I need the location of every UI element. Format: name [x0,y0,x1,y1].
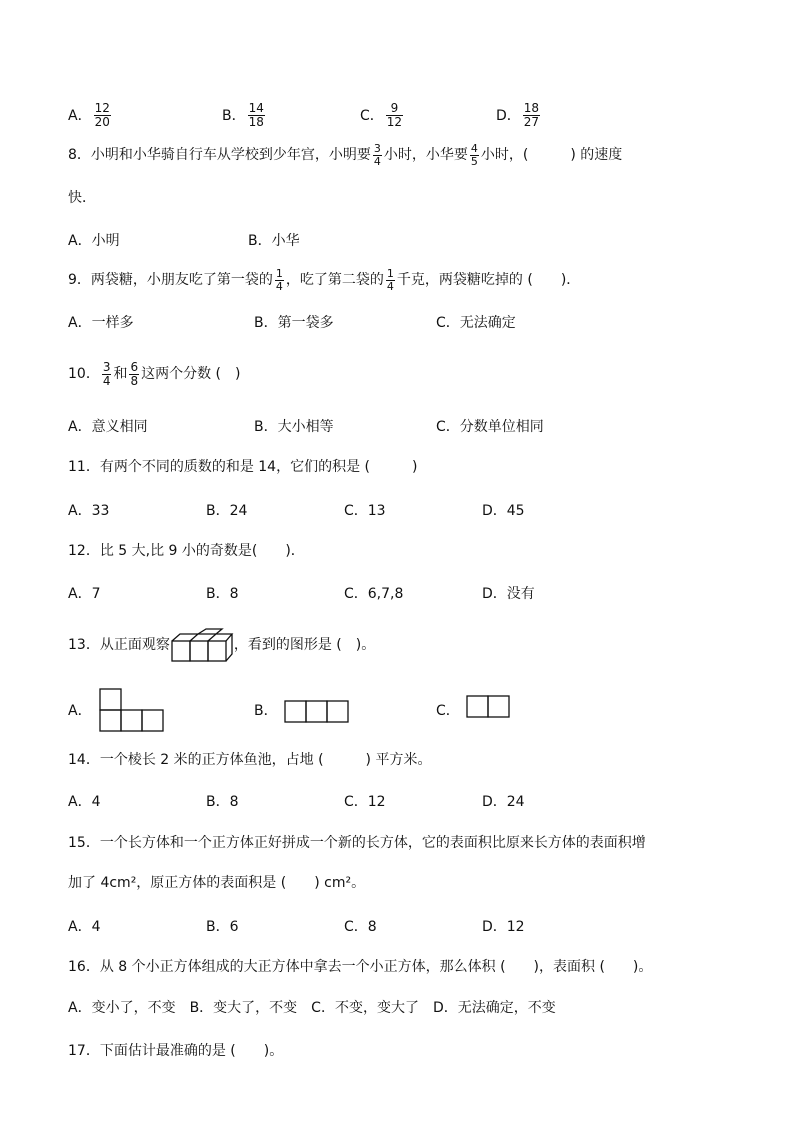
fraction: $\frac{9}{12}$ [386,100,403,129]
q8-stem: 8．小明和小华骑自行车从学校到少年宫，小明要 $\frac{3}{4}$ 小时，小华要 $\frac{4}{5}$ 小时，( ) 的速度 [68,141,623,168]
q11-option-b[interactable]: B．24 [206,503,248,519]
q10-options [68,406,748,446]
q11-option-d[interactable]: D．45 [482,503,525,519]
q15-option-b[interactable]: B．6 [206,919,239,935]
q9-stem: 9．两袋糖，小朋友吃了第一袋的 $\frac{1}{4}$ ，吃了第二袋的 $\frac{1}{4}$ 千克，两袋糖吃掉的 ( )． [68,266,581,293]
q15-option-a[interactable]: A．4 [68,919,101,935]
fraction: $\frac{1}{4}$ [275,266,283,293]
q7-option-b[interactable]: B． $\frac{14}{18}$ [222,100,264,129]
q16-stem: 16．从 8 个小正方体组成的大正方体中拿去一个小正方体，那么体积 ( )，表面积 ( )。 [68,959,653,975]
q9-option-b[interactable]: B．第一袋多 [254,315,334,331]
q15-options [68,906,748,946]
option-c-shape [466,695,512,719]
q14-options [68,781,748,821]
q12-stem: 12．比 5 大,比 9 小的奇数是( )． [68,543,305,559]
fraction: $\frac{1}{4}$ [386,266,394,293]
q9-option-a[interactable]: A．一样多 [68,315,134,331]
q10-option-c[interactable]: C．分数单位相同 [436,419,544,435]
q14-stem: 14．一个棱长 2 米的正方体鱼池，占地 ( ) 平方米。 [68,752,432,768]
q10-stem: 10． $\frac{3}{4}$ 和 $\frac{6}{8}$ 这两个分数 ( ) [68,359,241,388]
q15-stem-cont: 加了 4cm²，原正方体的表面积是 ( ) cm²。 [68,875,366,891]
fraction: $\frac{6}{8}$ [130,359,139,388]
q11-stem: 11．有两个不同的质数的和是 14，它们的积是 ( ) [68,459,418,475]
q12-options [68,573,748,613]
q9-options [68,302,748,342]
q7-option-c[interactable]: C． $\frac{9}{12}$ [360,100,403,129]
q12-option-b[interactable]: B．8 [206,586,239,602]
q14-option-d[interactable]: D．24 [482,794,525,810]
q16-options[interactable]: A．变小了，不变 B．变大了，不变 C．不变，变大了 D．无法确定，不变 [68,1000,556,1016]
q12-option-d[interactable]: D．没有 [482,586,535,602]
cube-solid-figure [170,627,234,663]
q11-option-a[interactable]: A．33 [68,503,110,519]
q7-option-a[interactable]: A． $\frac{12}{20}$ [68,100,110,129]
fraction: $\frac{18}{27}$ [523,100,540,129]
q11-options [68,490,748,530]
q8-option-a[interactable]: A．小明 [68,233,120,249]
q8-stem-cont: 快． [68,190,96,206]
q11-option-c[interactable]: C．13 [344,503,386,519]
q13-stem: 13．从正面观察 ，看到的图形是 ( )。 [68,626,734,664]
q14-option-c[interactable]: C．12 [344,794,386,810]
option-b-shape [284,700,350,724]
q8-option-b[interactable]: B．小华 [248,233,300,249]
q8-options [68,220,748,260]
q12-option-c[interactable]: C．6,7,8 [344,586,404,602]
q7-options [68,95,748,135]
q12-option-a[interactable]: A．7 [68,586,101,602]
option-a-shape [98,688,168,732]
q13-option-c[interactable]: C． [436,688,512,732]
q15-stem: 15．一个长方体和一个正方体正好拼成一个新的长方体，它的表面积比原来长方体的表面积增 [68,835,646,851]
q10-option-b[interactable]: B．大小相等 [254,419,334,435]
q13-option-a[interactable]: A． [68,688,168,732]
fraction: $\frac{3}{4}$ [102,359,111,388]
q10-option-a[interactable]: A．意义相同 [68,419,148,435]
q15-option-c[interactable]: C．8 [344,919,377,935]
q14-option-a[interactable]: A．4 [68,794,101,810]
fraction: $\frac{4}{5}$ [470,141,478,168]
q13-options [68,688,748,732]
fraction: $\frac{14}{18}$ [248,100,264,129]
fraction: $\frac{12}{20}$ [94,100,110,129]
fraction: $\frac{3}{4}$ [373,141,381,168]
q14-option-b[interactable]: B．8 [206,794,239,810]
q7-option-d[interactable]: D． $\frac{18}{27}$ [496,100,540,129]
q9-option-c[interactable]: C．无法确定 [436,315,516,331]
q15-option-d[interactable]: D．12 [482,919,525,935]
q17-stem: 17．下面估计最准确的是 ( )。 [68,1043,284,1059]
q13-option-b[interactable]: B． [254,688,350,732]
